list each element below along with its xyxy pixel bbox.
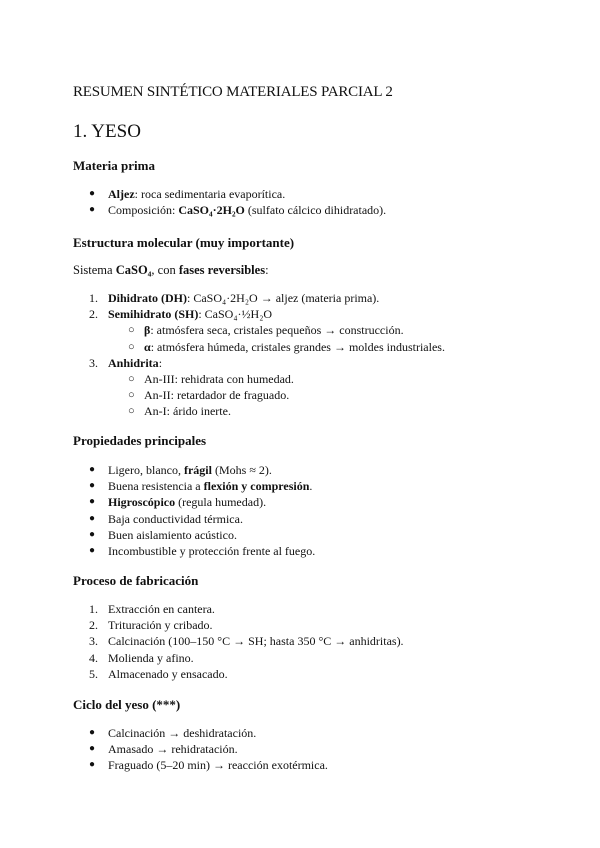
propiedades-list (0, 462, 600, 559)
list-item: 1. Extracción en cantera. (89, 602, 215, 616)
list-item: ● Aljez: roca sedimentaria evaporítica. (89, 187, 286, 201)
materia-list (0, 186, 600, 218)
list-item: 2. Trituración y cribado. (89, 618, 213, 633)
list-item: 2. Semihidrato (SH): CaSO₄·½H₂O (89, 307, 273, 322)
list-item: ○ β: atmósfera seca, cristales pequeños → construcción. (128, 323, 404, 338)
propiedades-heading: Propiedades principales (73, 433, 207, 448)
materia-heading: Materia prima (73, 158, 155, 173)
list-item: ● Calcinación → deshidratación. (89, 726, 257, 740)
list-item: 4. Molienda y afino. (89, 650, 194, 665)
proceso-heading: Proceso de fabricación (73, 573, 199, 588)
list-item: ● Amasado → rehidratación. (89, 742, 238, 757)
list-item: ● Buen aislamiento acústico. (89, 527, 237, 542)
proceso-list (0, 601, 600, 682)
list-item: ● Fraguado (5–20 min) → reacción exotérmica. (89, 758, 328, 773)
list-item: 1. Dihidrato (DH): CaSO₄·2H₂O → aljez (materia prima). (89, 291, 380, 305)
list-item: ● Buena resistencia a flexión y compresión. (89, 479, 313, 494)
list-item: ○ An-II: retardador de fraguado. (128, 388, 290, 403)
list-item: 5. Almacenado y ensacado. (89, 666, 228, 681)
estructura-intro: Sistema CaSO₄, con fases reversibles: (73, 263, 269, 277)
list-item: ○ An-III: rehidrata con humedad. (128, 371, 294, 386)
list-item: ● Incombustible y protección frente al fuego. (89, 543, 316, 558)
list-item: ● Higroscópico (regula humedad). (89, 495, 267, 510)
estructura-heading: Estructura molecular (muy importante) (73, 235, 295, 250)
list-item: ○ An-I: árido inerte. (128, 404, 231, 419)
section-heading: 1. YESO (73, 121, 141, 142)
estructura-list (0, 290, 600, 420)
list-item: ○ α: atmósfera húmeda, cristales grandes → moldes industriales. (128, 339, 445, 354)
document-title: RESUMEN SINTÉTICO MATERIALES PARCIAL 2 (73, 84, 393, 100)
ciclo-heading: Ciclo del yeso (***) (73, 697, 181, 712)
list-item: 3. Calcinación (100–150 °C → SH; hasta 350 °C → anhidritas). (89, 634, 404, 649)
list-item: ● Baja conductividad térmica. (89, 511, 243, 526)
list-item: 3. Anhidrita: (89, 355, 163, 370)
list-item: ● Composición: CaSO₄·2H₂O (sulfato cálcico dihidratado). (89, 203, 387, 218)
list-item: ● Ligero, blanco, frágil (Mohs ≈ 2). (89, 463, 272, 477)
ciclo-list (0, 725, 600, 774)
